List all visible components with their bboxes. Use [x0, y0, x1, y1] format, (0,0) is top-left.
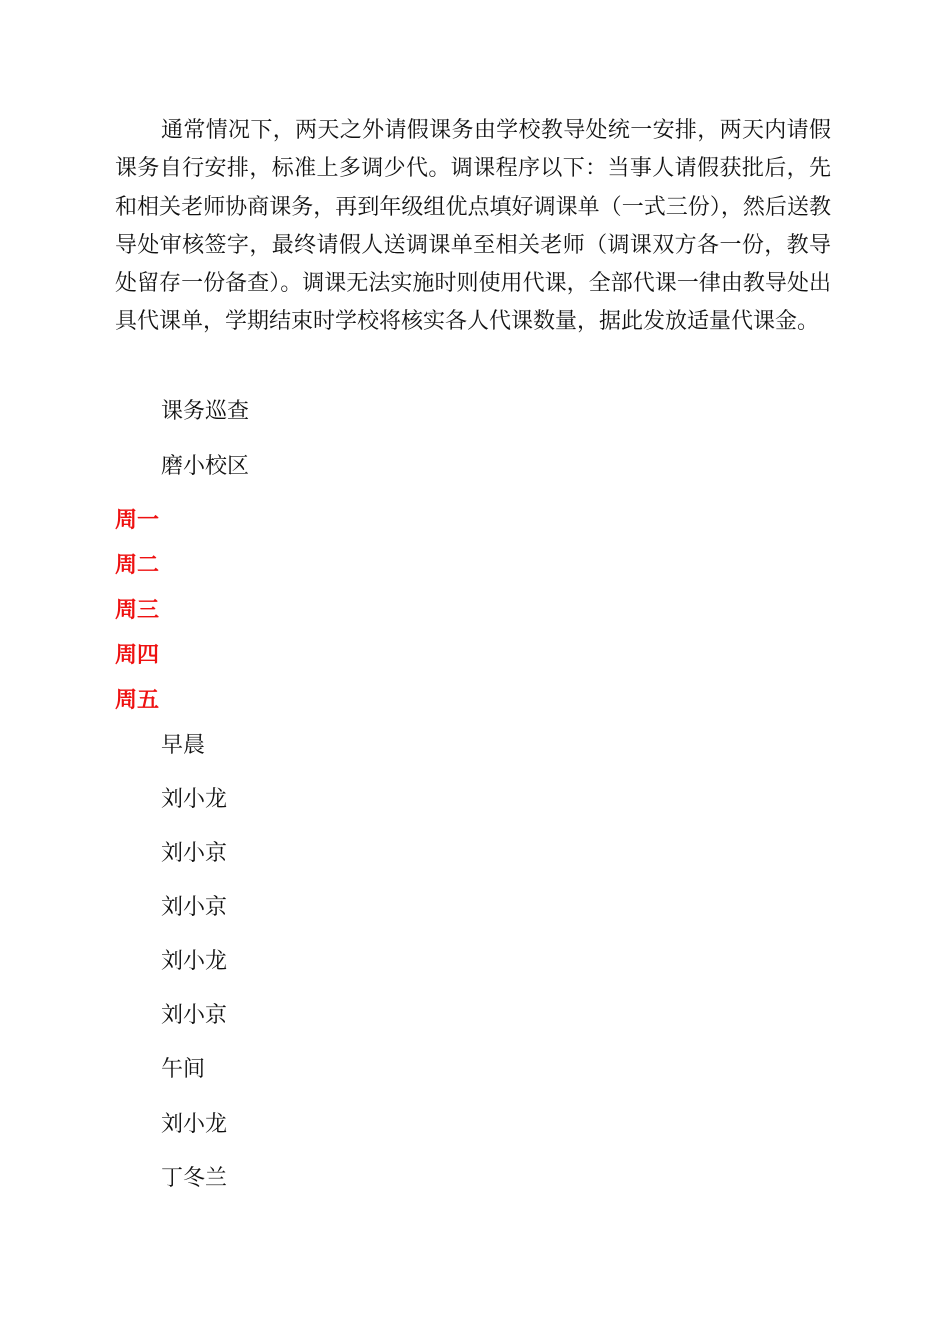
- noon-label: 午间: [161, 1057, 206, 1082]
- day-friday: 周五: [115, 688, 160, 713]
- day-wednesday: 周三: [115, 598, 160, 623]
- noon-name-1: 刘小龙: [161, 1112, 228, 1137]
- policy-paragraph: 通常情况下，两天之外请假课务由学校教导处统一安排，两天内请假课务自行安排，标准上多调少代。调课程序以下：当事人请假获批后，先和相关老师协商课务，再到年级组优点填好调课单（一式三份），然后送教导处审核签字，最终请假人送调课单至相关老师（调课双方各一份，教导处留存一份备查）。调课无法实施时则使用代课，全部代课一律由教导处出具代课单，学期结束时学校将核实各人代课数量，据此发放适量代课金。: [115, 118, 831, 335]
- day-tuesday: 周二: [115, 553, 160, 578]
- heading-campus: 磨小校区: [161, 454, 250, 479]
- noon-name-2: 丁冬兰: [161, 1166, 228, 1191]
- morning-name-4: 刘小龙: [161, 949, 228, 974]
- morning-name-5: 刘小京: [161, 1003, 228, 1028]
- morning-label: 早晨: [161, 733, 206, 758]
- day-monday: 周一: [115, 508, 160, 533]
- morning-name-3: 刘小京: [161, 895, 228, 920]
- day-thursday: 周四: [115, 643, 160, 668]
- morning-name-1: 刘小龙: [161, 787, 228, 812]
- heading-course-inspection: 课务巡查: [161, 399, 250, 424]
- morning-name-2: 刘小京: [161, 841, 228, 866]
